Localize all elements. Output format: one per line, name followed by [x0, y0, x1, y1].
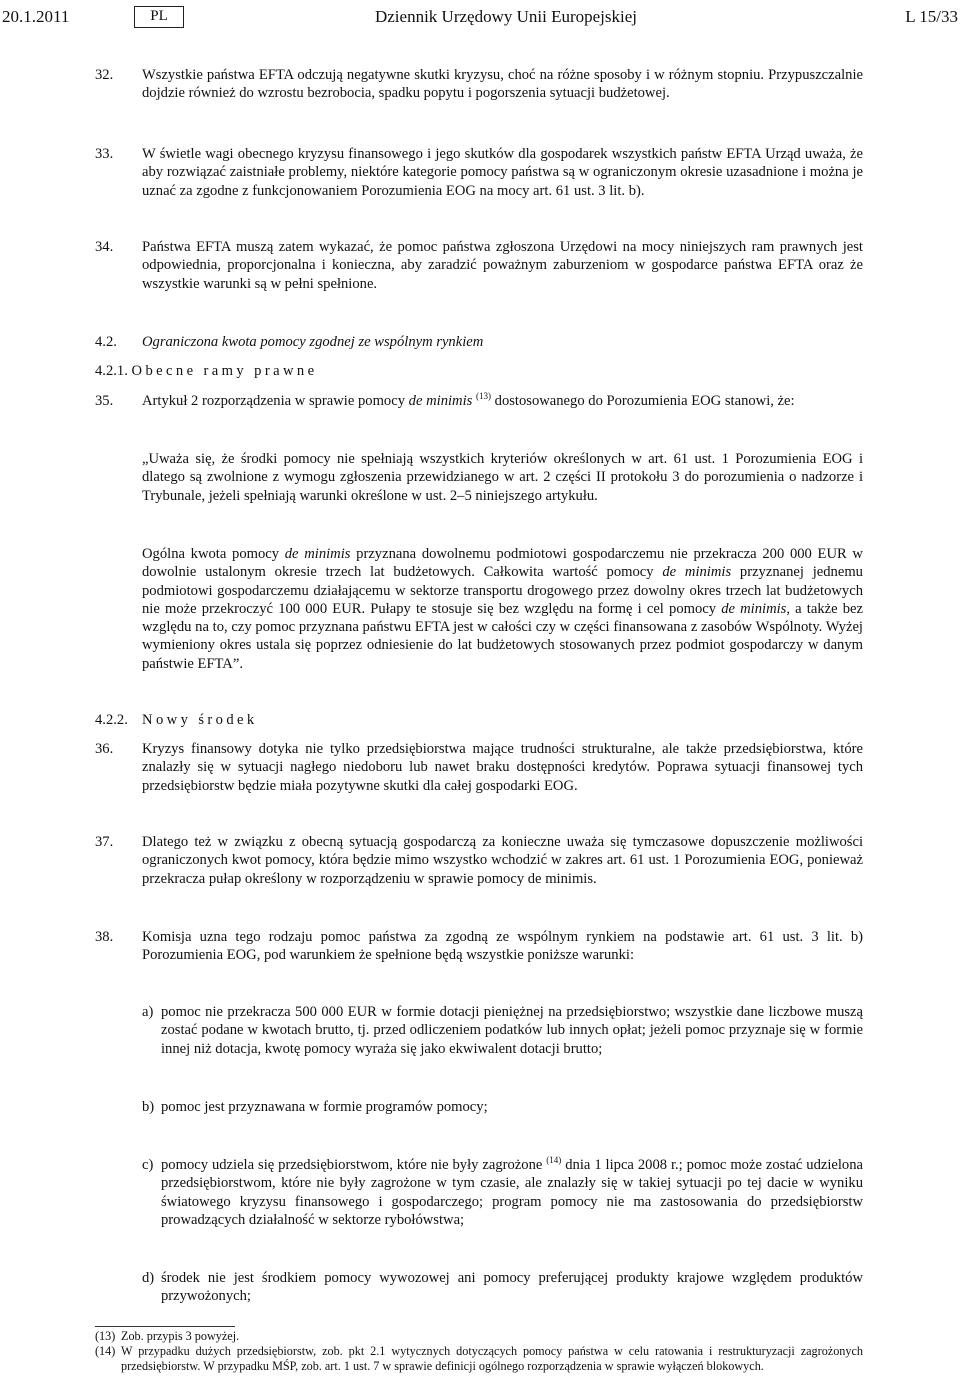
page-header [0, 6, 960, 32]
condition-label: a) [142, 1004, 154, 1020]
paragraph-number: 36. [95, 741, 114, 757]
paragraph-number: 33. [95, 146, 114, 162]
condition-d [142, 1269, 863, 1306]
section-title: Nowy środek [142, 712, 258, 728]
paragraph-text: Państwa EFTA muszą zatem wykazać, że pomoc państwa zgłoszona Urzędowi na mocy niniejszych ram prawnych jest odpowiednia, proporcjonalna i konieczna, aby zaradzić poważnym zaburzeniom w gospodarce państwa EFTA oraz że wszystkie warunki są w pełni spełnione. [142, 239, 863, 292]
section-4-2-1 [95, 362, 318, 380]
paragraph-number: 38. [95, 929, 114, 945]
paragraph-35 [95, 392, 863, 410]
journal-title: Dziennik Urzędowy Unii Europejskiej [374, 7, 637, 26]
language-badge: PL [134, 6, 184, 28]
section-number: 4.2.1. [95, 363, 128, 379]
page-number: L 15/33 [905, 7, 958, 26]
footnote-13 [95, 1329, 863, 1344]
section-4-2-2 [95, 711, 258, 729]
condition-text: pomoc jest przyznawana w formie programów pomocy; [161, 1099, 488, 1115]
condition-label: c) [142, 1157, 154, 1173]
condition-label: b) [142, 1099, 155, 1115]
condition-text: środek nie jest środkiem pomocy wywozowej ani pomocy preferującej produkty krajowe względem produktów przywożonych; [161, 1270, 863, 1305]
condition-text: pomoc nie przekracza 500 000 EUR w formie dotacji pieniężnej na przedsiębiorstwo; wszystkie dane liczbowe muszą zostać podane w kwotach brutto, tj. przed odliczeniem podatków lub innych opłat; jeżeli pomoc przyznaje się w formie innej niż dotacja, kwotę pomocy wyraża się jako ekwiwalent dotacji brutto; [161, 1004, 863, 1057]
condition-label: d) [142, 1270, 155, 1286]
section-number: 4.2. [95, 334, 117, 350]
section-title: Obecne ramy prawne [131, 363, 318, 379]
section-4-2 [95, 333, 483, 351]
condition-text: pomocy udziela się przedsiębiorstwom, które nie były zagrożone $^{(14)}$ dnia 1 lipca 2008 r.; pomoc może zostać udzielona przedsiębiorstwom, które nie były zagrożone w tym czasie, ale znalazły się w takiej sytuacji po tej dacie w wyniku światowego kryzysu finansowego i gospodarczego; program pomocy nie ma zastosowania do przedsiębiorstw prowadzących działalność w sektorze rybołówstwa; [161, 1155, 863, 1228]
footnote-mark: (13) [95, 1329, 116, 1343]
paragraph-text: Kryzys finansowy dotyka nie tylko przedsiębiorstwa mające trudności strukturalne, ale także przedsiębiorstwa, które znalazły się w sytuacji nagłego niedoboru lub nawet braku dostępności kredytów. Poprawa sytuacji finansowej tych przedsiębiorstw będzie miała pozytywne skutki dla całej gospodarki EOG. [142, 741, 863, 794]
footnote-text: Zob. przypis 3 powyżej. [121, 1329, 240, 1343]
section-number: 4.2.2. [95, 712, 128, 728]
condition-c [142, 1156, 863, 1229]
footnote-14 [95, 1344, 863, 1373]
paragraph-text: Wszystkie państwa EFTA odczują negatywne skutki kryzysu, choć na różne sposoby i w różnym stopniu. Przypuszczalnie dojdzie również do wzrostu bezrobocia, spadku popytu i pogorszenia sytuacji budżetowej. [142, 67, 863, 102]
quotation-part-2: Ogólna kwota pomocy de minimis przyznana dowolnemu podmiotowi gospodarczemu nie przekracza 200 000 EUR w dowolnie ustalonym okresie trzech lat budżetowych. Całkowita wartość pomocy de minimis przyznanej jednemu podmiotowi gospodarczemu działającemu w sektorze transportu drogowego przez dowolny okres trzech lat budżetowych nie może przekroczyć 100 000 EUR. Pułapy te stosuje się bez względu na formę i cel pomocy de minimis, a także bez względu na to, czy pomoc przyznana państwu EFTA jest w całości czy w części finansowana z zasobów Wspólnoty. Wyżej wymieniony okres ustala się poprzez odniesienie do lat budżetowych stosowanych przez podmiot gospodarczy w danym państwie EFTA”. [142, 546, 863, 672]
paragraph-34 [95, 238, 863, 293]
paragraph-text: Artykuł 2 rozporządzenia w sprawie pomocy de minimis $^{(13)}$ dostosowanego do Porozumienia EOG stanowi, że: [142, 391, 795, 409]
paragraph-number: 34. [95, 239, 114, 255]
footnote-text: W przypadku dużych przedsiębiorstw, zob. pkt 2.1 wytycznych dotyczących pomocy państwa w celu ratowania i restrukturyzacji zagrożonych przedsiębiorstw. W przypadku MŚP, zob. art. 1 ust. 7 w sprawie definicji ogólnego rozporządzenia w sprawie wyłączeń blokowych. [121, 1344, 863, 1373]
paragraph-text: Dlatego też w związku z obecną sytuacją gospodarczą za konieczne uważa się tymczasowe dopuszczenie możliwości ograniczonych kwot pomocy, która będzie mimo wszystko wchodzić w zakres art. 61 ust. 1 Porozumienia EOG, ponieważ przekracza pułap określony w rozporządzeniu w sprawie pomocy de minimis. [142, 834, 863, 887]
section-title: Ograniczona kwota pomocy zgodnej ze wspólnym rynkiem [142, 334, 484, 350]
footnote-ref-13: (13) [475, 391, 491, 402]
paragraph-text: Komisja uzna tego rodzaju pomoc państwa za zgodną ze wspólnym rynkiem na podstawie art. 61 ust. 3 lit. b) Porozumienia EOG, pod warunkiem że spełnione będą wszystkie poniższe warunki: [142, 929, 863, 964]
paragraph-37 [95, 833, 863, 888]
condition-b [142, 1098, 863, 1116]
paragraph-number: 37. [95, 834, 114, 850]
footnote-mark: (14) [95, 1344, 116, 1358]
paragraph-number: 35. [95, 393, 114, 409]
paragraph-33 [95, 145, 863, 200]
footnote-separator [95, 1326, 235, 1327]
paragraph-32 [95, 66, 863, 103]
paragraph-number: 32. [95, 67, 114, 83]
footnote-ref-14: (14) [546, 1155, 562, 1166]
condition-a [142, 1003, 863, 1058]
paragraph-text: W świetle wagi obecnego kryzysu finansowego i jego skutków dla gospodarek wszystkich państw EFTA Urząd uważa, że aby rozwiązać zaistniałe problemy, niektóre kategorie pomocy państwa są w ograniczonym okresie uzasadnione i można je uznać za zgodne z funkcjonowaniem Porozumienia EOG na mocy art. 61 ust. 3 lit. b). [142, 146, 863, 199]
quotation-part-1: „Uważa się, że środki pomocy nie spełniają wszystkich kryteriów określonych w art. 61 ust. 1 Porozumienia EOG i dlatego są zwolnione z wymogu zgłoszenia przewidzianego w art. 2 części II protokołu 3 do porozumienia o nadzorze i Trybunale, jeżeli spełniają warunki określone w ust. 2–5 niniejszego artykułu. [142, 451, 863, 504]
paragraph-36 [95, 740, 863, 795]
paragraph-38 [95, 928, 863, 965]
issue-date: 20.1.2011 [2, 7, 70, 26]
